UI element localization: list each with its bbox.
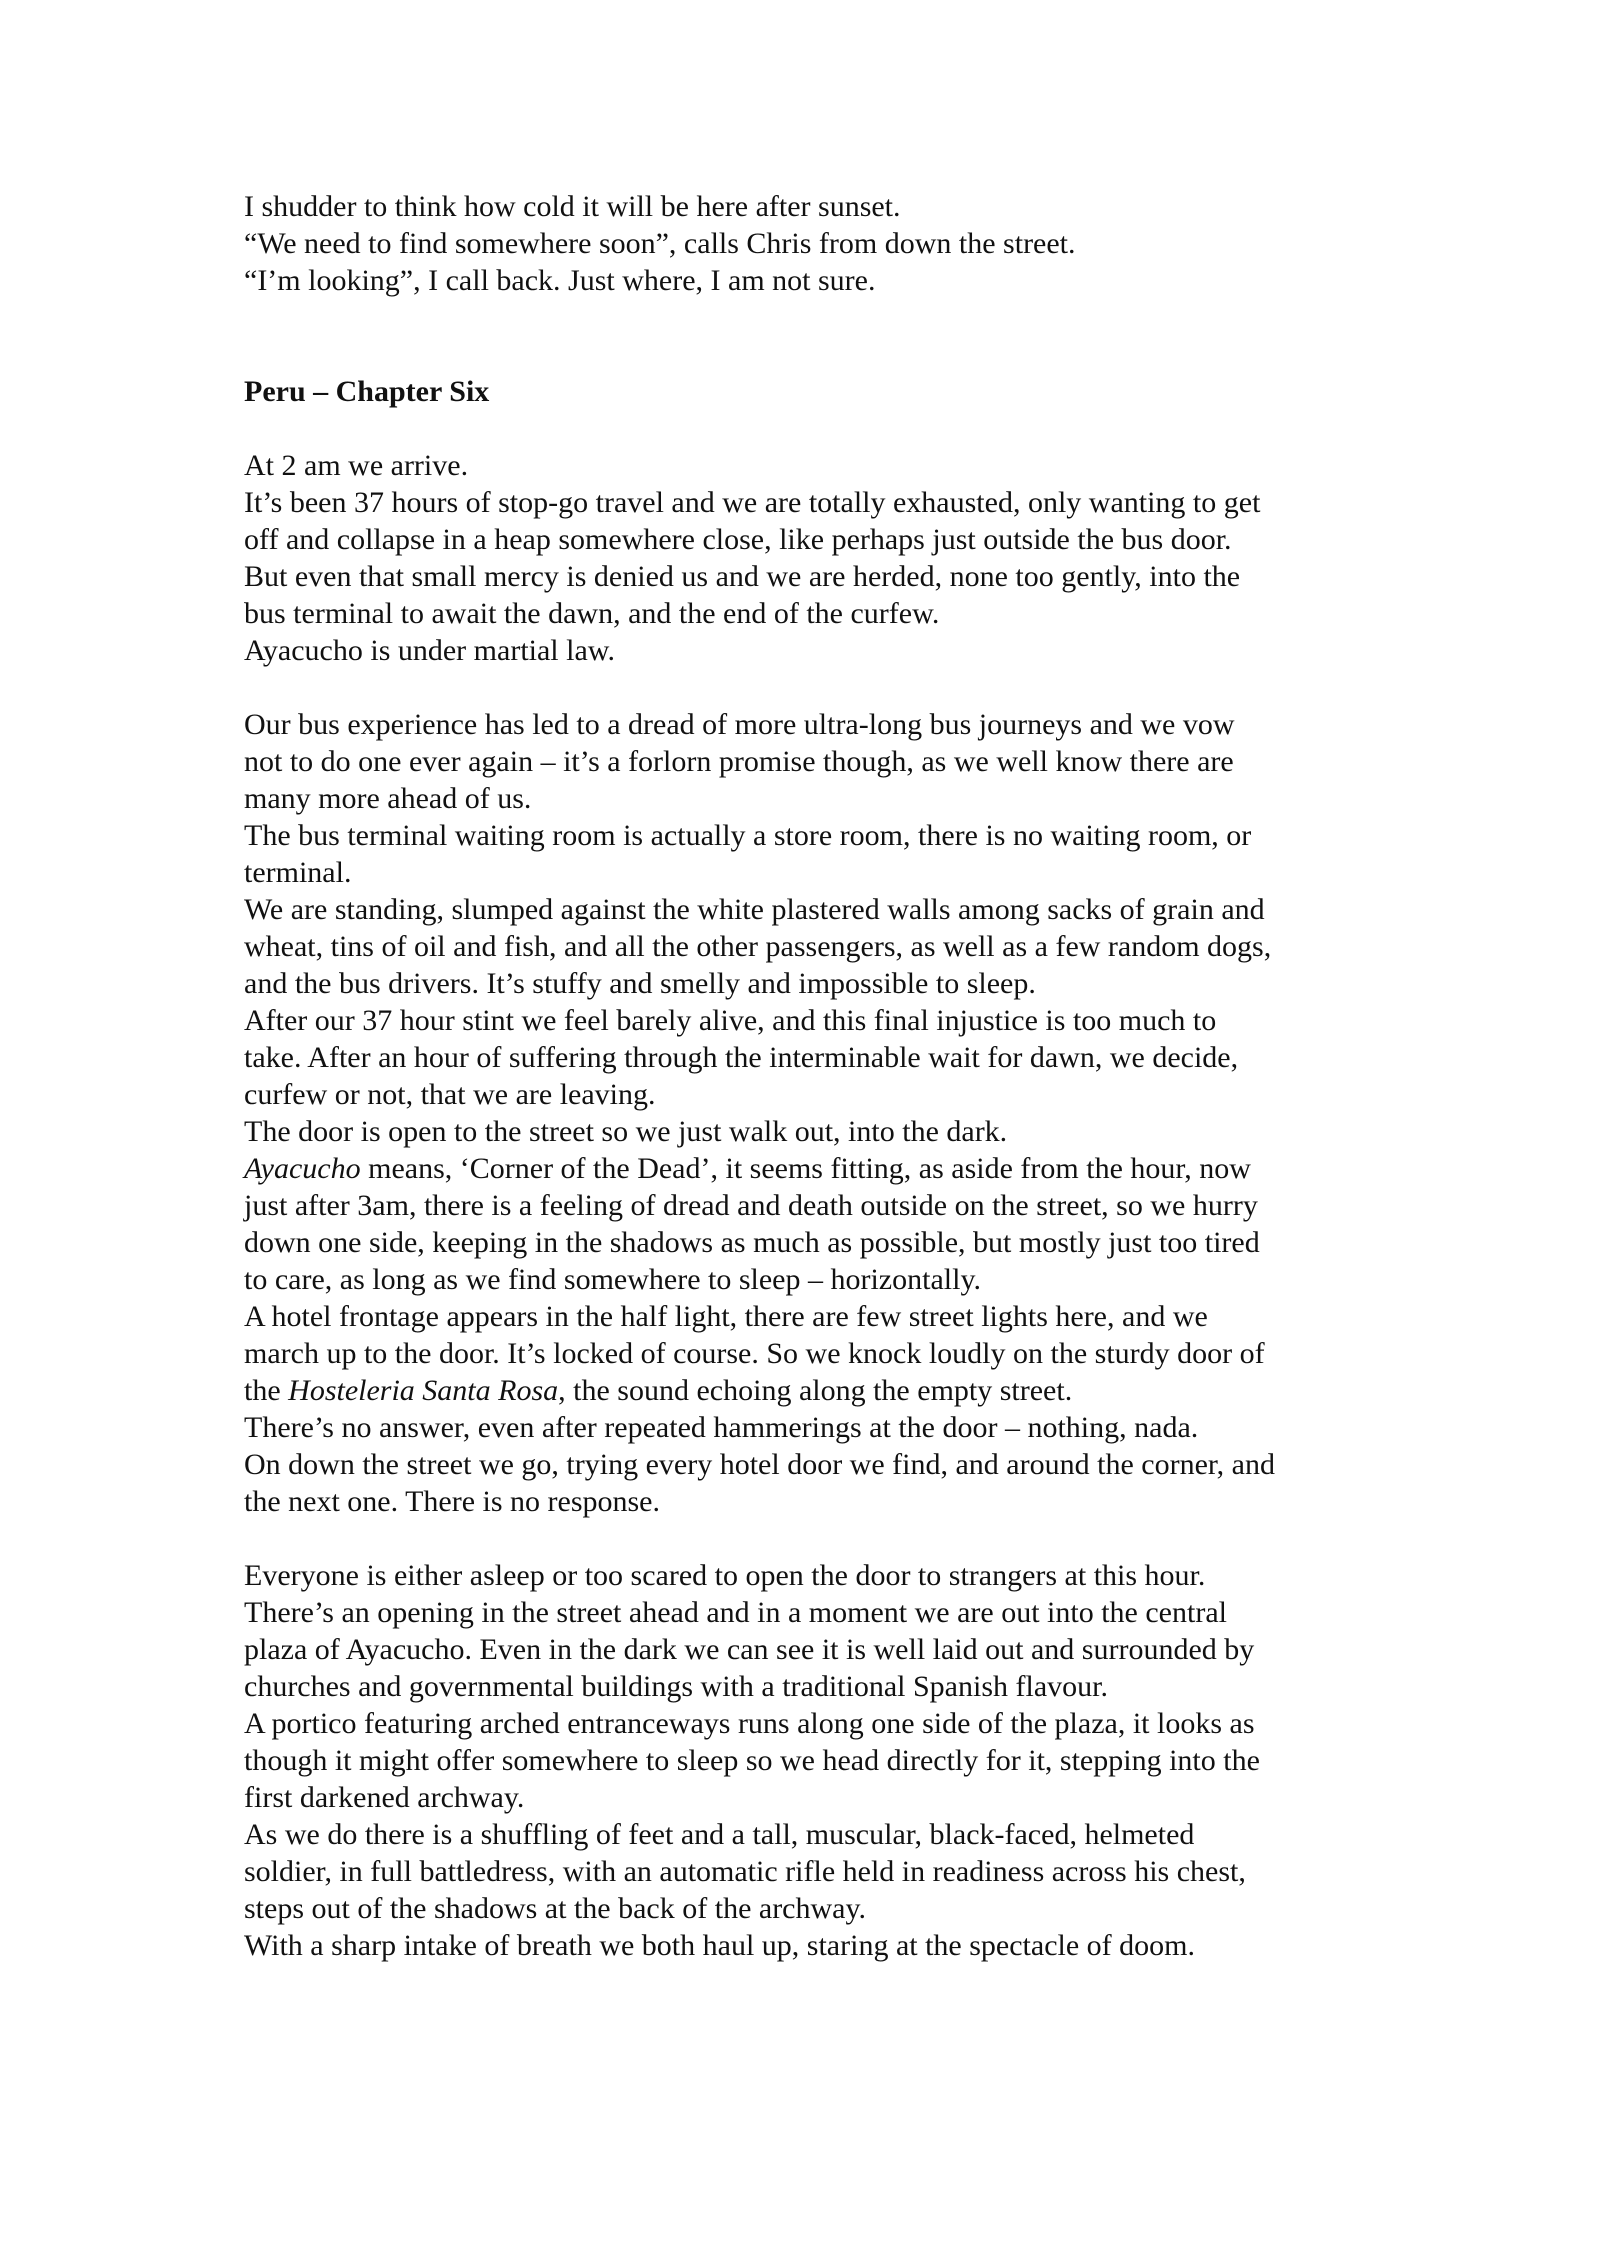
text-line: the next one. There is no response. — [244, 1485, 661, 1518]
text-line: Ayacucho is under martial law. — [244, 634, 616, 667]
text-line: After our 37 hour stint we feel barely alive, and this final injustice is too much to — [244, 1004, 1217, 1037]
text-line: But even that small mercy is denied us and we are herded, none too gently, into the — [244, 560, 1241, 593]
paragraph-3 — [244, 1557, 1394, 1964]
text-line: churches and governmental buildings with a traditional Spanish flavour. — [244, 1670, 1108, 1703]
text-line: though it might offer somewhere to sleep so we head directly for it, stepping into the — [244, 1744, 1260, 1777]
text-line: off and collapse in a heap somewhere close, like perhaps just outside the bus door. — [244, 523, 1232, 556]
text-line: I shudder to think how cold it will be here after sunset. — [244, 190, 901, 223]
text-line: “I’m looking”, I call back. Just where, I am not sure. — [244, 264, 876, 297]
paragraph-1 — [244, 447, 1394, 669]
text-line: With a sharp intake of breath we both haul up, staring at the spectacle of doom. — [244, 1929, 1195, 1962]
text-line: Our bus experience has led to a dread of more ultra-long bus journeys and we vow — [244, 708, 1235, 741]
text-line: A hotel frontage appears in the half light, there are few street lights here, and we — [244, 1300, 1208, 1333]
text-line: As we do there is a shuffling of feet and a tall, muscular, black-faced, helmeted — [244, 1818, 1195, 1851]
text-line: just after 3am, there is a feeling of dread and death outside on the street, so we hurry — [244, 1189, 1258, 1222]
text-line — [244, 1150, 1394, 1187]
text-line: Everyone is either asleep or too scared to open the door to strangers at this hour. — [244, 1559, 1206, 1592]
text-line: wheat, tins of oil and fish, and all the other passengers, as well as a few random dogs, — [244, 930, 1272, 963]
document-page — [244, 188, 1394, 1964]
text-fragment: the — [244, 1374, 289, 1407]
text-line: to care, as long as we find somewhere to sleep – horizontally. — [244, 1263, 981, 1296]
text-line: “We need to find somewhere soon”, calls Chris from down the street. — [244, 227, 1076, 260]
text-line: down one side, keeping in the shadows as much as possible, but mostly just too tired — [244, 1226, 1260, 1259]
text-line: plaza of Ayacucho. Even in the dark we can see it is well laid out and surrounded by — [244, 1633, 1255, 1666]
text-line: There’s an opening in the street ahead and in a moment we are out into the central — [244, 1596, 1227, 1629]
text-line: The door is open to the street so we just walk out, into the dark. — [244, 1115, 1008, 1148]
text-line: soldier, in full battledress, with an automatic rifle held in readiness across his chest, — [244, 1855, 1246, 1888]
text-line: There’s no answer, even after repeated hammerings at the door – nothing, nada. — [244, 1411, 1199, 1444]
text-line: At 2 am we arrive. — [244, 449, 469, 482]
paragraph-2 — [244, 706, 1394, 1520]
text-line: march up to the door. It’s locked of course. So we knock loudly on the sturdy door of — [244, 1337, 1265, 1370]
text-line: curfew or not, that we are leaving. — [244, 1078, 656, 1111]
text-line: steps out of the shadows at the back of the archway. — [244, 1892, 867, 1925]
text-line: terminal. — [244, 856, 352, 889]
text-line: many more ahead of us. — [244, 782, 532, 815]
text-line — [244, 1372, 1394, 1409]
text-line: not to do one ever again – it’s a forlorn promise though, as we well know there are — [244, 745, 1234, 778]
text-line: A portico featuring arched entranceways runs along one side of the plaza, it looks as — [244, 1707, 1255, 1740]
text-fragment: means, ‘Corner of the Dead’, it seems fitting, as aside from the hour, now — [360, 1152, 1251, 1185]
italic-ayacucho: Ayacucho — [244, 1152, 361, 1185]
text-line: On down the street we go, trying every hotel door we find, and around the corner, and — [244, 1448, 1275, 1481]
chapter-title: Peru – Chapter Six — [244, 375, 490, 408]
text-fragment: , the sound echoing along the empty street. — [558, 1374, 1073, 1407]
text-line: and the bus drivers. It’s stuffy and smelly and impossible to sleep. — [244, 967, 1036, 1000]
text-line: We are standing, slumped against the white plastered walls among sacks of grain and — [244, 893, 1265, 926]
paragraph-gap — [244, 669, 1394, 706]
intro-block — [244, 188, 1394, 299]
text-line: The bus terminal waiting room is actually a store room, there is no waiting room, or — [244, 819, 1252, 852]
paragraph-gap — [244, 1520, 1394, 1557]
italic-hotel-name: Hosteleria Santa Rosa — [288, 1374, 559, 1407]
text-line: bus terminal to await the dawn, and the end of the curfew. — [244, 597, 940, 630]
text-line: It’s been 37 hours of stop-go travel and we are totally exhausted, only wanting to get — [244, 486, 1261, 519]
text-line: first darkened archway. — [244, 1781, 525, 1814]
text-line: take. After an hour of suffering through the interminable wait for dawn, we decide, — [244, 1041, 1239, 1074]
